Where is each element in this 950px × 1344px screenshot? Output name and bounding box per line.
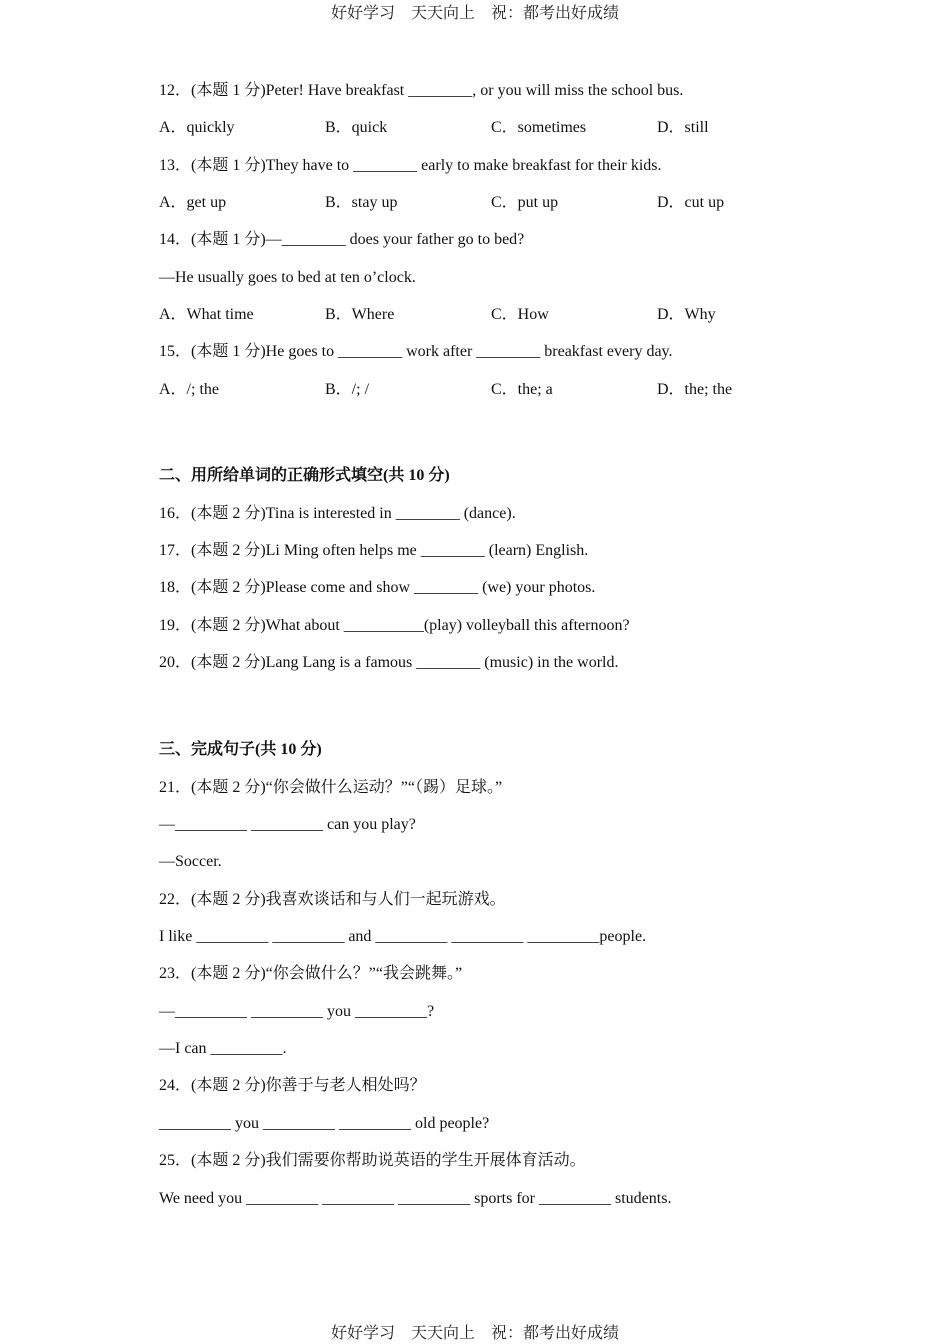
section-3-title: 三、完成句子(共 10 分) [159,741,322,758]
question-23-line-1: —_________ _________ you _________? [159,1003,435,1020]
question-25-stem: 25．(本题 2 分)我们需要你帮助说英语的学生开展体育活动。 [159,1152,586,1169]
question-23-stem: 23．(本题 2 分)“你会做什么？”“我会跳舞。” [159,965,463,982]
question-25-line-1: We need you _________ _________ _________ sports for _________ students. [159,1190,672,1207]
option-a: A．/; the [159,381,219,398]
option-d: D．still [657,119,709,136]
question-23-line-2: —I can _________. [159,1040,287,1057]
question-12-stem: 12．(本题 1 分)Peter! Have breakfast ________, or you will miss the school bus. [159,82,684,99]
question-15-options [159,380,799,400]
question-13-options [159,193,799,213]
section-2-title: 二、用所给单词的正确形式填空(共 10 分) [159,467,450,484]
question-21-line-2: —Soccer. [159,853,222,870]
question-17: 17．(本题 2 分)Li Ming often helps me ________ (learn) English. [159,542,589,559]
question-18: 18．(本题 2 分)Please come and show ________ (we) your photos. [159,579,596,596]
option-b: B．quick [325,119,388,136]
option-c: C．the; a [491,381,553,398]
option-d: D．the; the [657,381,733,398]
question-14-options [159,305,799,325]
question-24-stem: 24．(本题 2 分)你善于与老人相处吗？ [159,1077,426,1094]
option-a: A．get up [159,194,227,211]
option-b: B．Where [325,306,395,323]
question-21-stem: 21．(本题 2 分)“你会做什么运动？”“（踢）足球。” [159,779,503,796]
question-24-line-1: _________ you _________ _________ old people? [159,1115,490,1132]
option-d: D．Why [657,306,716,323]
page-header: 好好学习 天天向上 祝：都考出好成绩 [330,5,619,22]
question-22-stem: 22．(本题 2 分)我喜欢谈话和与人们一起玩游戏。 [159,891,506,908]
question-20: 20．(本题 2 分)Lang Lang is a famous ________ (music) in the world. [159,654,619,671]
question-16: 16．(本题 2 分)Tina is interested in ________ (dance). [159,505,516,522]
question-19: 19．(本题 2 分)What about __________(play) volleyball this afternoon? [159,617,630,634]
page-footer: 好好学习 天天向上 祝：都考出好成绩 [330,1325,619,1342]
option-b: B．/; / [325,381,370,398]
question-14-answer-line: —He usually goes to bed at ten o’clock. [159,269,416,286]
option-d: D．cut up [657,194,725,211]
question-14-stem: 14．(本题 1 分)—________ does your father go to bed? [159,231,525,248]
option-c: C．put up [491,194,559,211]
option-c: C．sometimes [491,119,587,136]
question-15-stem: 15．(本题 1 分)He goes to ________ work after ________ breakfast every day. [159,343,673,360]
option-a: A．What time [159,306,254,323]
question-22-line-1: I like _________ _________ and _________ _________ _________people. [159,928,647,945]
option-b: B．stay up [325,194,398,211]
question-13-stem: 13．(本题 1 分)They have to ________ early to make breakfast for their kids. [159,157,662,174]
option-a: A．quickly [159,119,235,136]
option-c: C．How [491,306,549,323]
question-21-line-1: —_________ _________ can you play? [159,816,416,833]
question-12-options [159,118,799,138]
